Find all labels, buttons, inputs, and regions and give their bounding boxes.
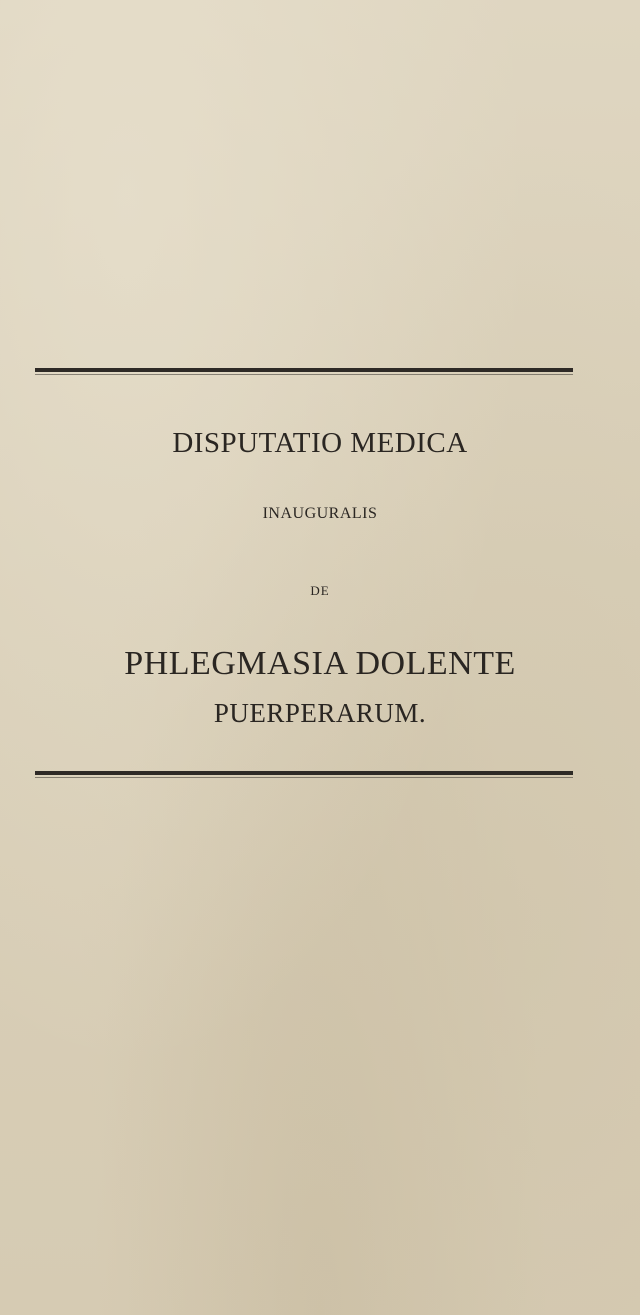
reverse-show-through bbox=[0, 160, 640, 194]
bottom-double-rule bbox=[35, 771, 573, 775]
subject-line-1: PHLEGMASIA DOLENTE bbox=[124, 645, 516, 682]
subject-line-2: PUERPERARUM. bbox=[213, 698, 427, 728]
title-line: DISPUTATIO MEDICA bbox=[172, 427, 468, 459]
preposition-line: DE bbox=[310, 583, 330, 598]
top-double-rule bbox=[35, 368, 573, 372]
subtitle-line: INAUGURALIS bbox=[262, 505, 378, 522]
